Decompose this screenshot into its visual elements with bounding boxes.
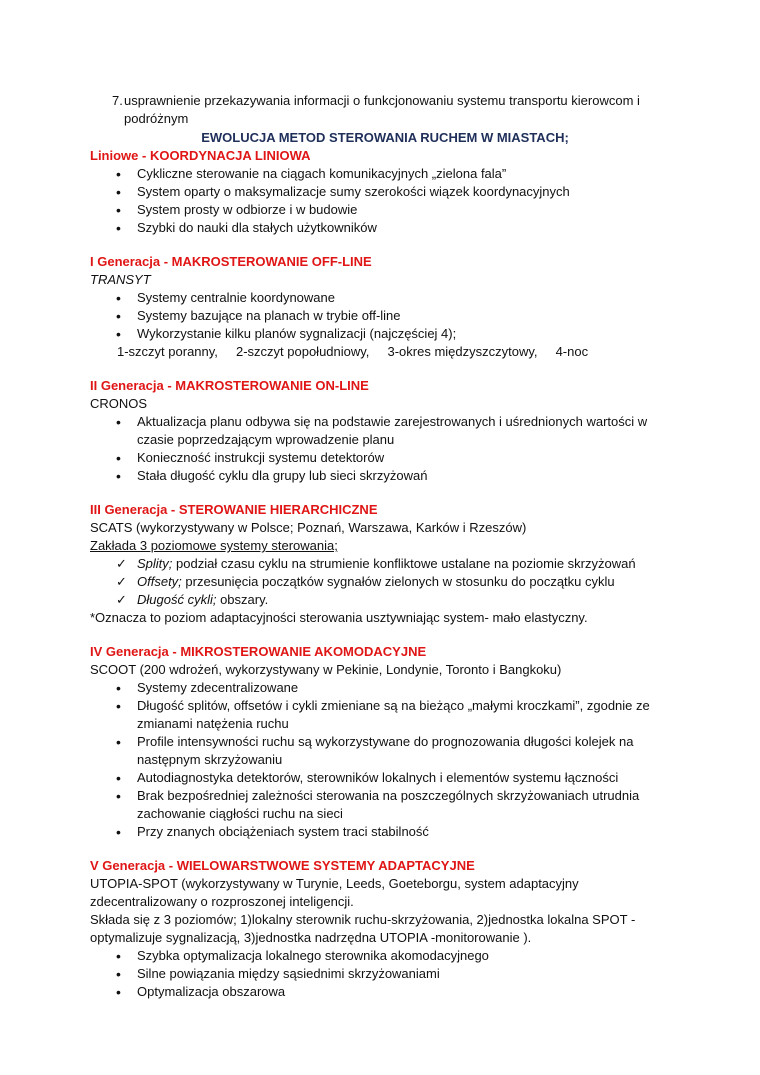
intro-item bbox=[90, 92, 680, 128]
gen2-system: CRONOS bbox=[90, 396, 148, 411]
document-title: EWOLUCJA METOD STEROWANIA RUCHEM W MIASTACH; bbox=[201, 130, 569, 145]
list-item: • Konieczność instrukcji systemu detektorów bbox=[90, 449, 680, 467]
list-item: • Wykorzystanie kilku planów sygnalizacji (najczęściej 4); bbox=[90, 325, 680, 343]
check-text: podział czasu cyklu na strumienie konfliktowe ustalane na poziomie skrzyżowań bbox=[172, 556, 636, 571]
list-item: • Systemy bazujące na planach w trybie off-line bbox=[90, 307, 680, 325]
gen4-list bbox=[90, 679, 680, 841]
list-item: • System prosty w odbiorze i w budowie bbox=[90, 201, 680, 219]
section-heading-linear: Liniowe - KOORDYNACJA LINIOWA bbox=[90, 148, 311, 163]
check-item bbox=[90, 591, 680, 609]
section-heading-gen4: IV Generacja - MIKROSTEROWANIE AKOMODACYJNE bbox=[90, 644, 427, 659]
gen1-modes bbox=[90, 343, 680, 361]
gen3-note: *Oznacza to poziom adaptacyjności sterowania usztywniając system- mało elastyczny. bbox=[90, 610, 588, 625]
check-term: Długość cykli; bbox=[137, 592, 217, 607]
check-term: Offsety; bbox=[137, 574, 182, 589]
check-text: przesunięcia początków sygnałów zielonych w stosunku do początku cyklu bbox=[181, 574, 615, 589]
mode-4: 4-noc bbox=[555, 344, 589, 359]
list-item: • System oparty o maksymalizacje sumy szerokości wiązek koordynacyjnych bbox=[90, 183, 680, 201]
list-item: • Autodiagnostyka detektorów, sterowników lokalnych i elementów systemu łączności bbox=[90, 769, 680, 787]
gen4-system: SCOOT (200 wdrożeń, wykorzystywany w Pekinie, Londynie, Toronto i Bangkoku) bbox=[90, 662, 562, 677]
document-content bbox=[90, 92, 680, 1001]
list-item: • Cykliczne sterowanie na ciągach komunikacyjnych „zielona fala” bbox=[90, 165, 680, 183]
gen5-levels: Składa się z 3 poziomów; 1)lokalny sterownik ruchu-skrzyżowania, 2)jednostka lokalna SPOT - optymalizuje sygnalizacją, 3)jednostka nadrzędna UTOPIA -monitorowanie ). bbox=[90, 912, 636, 945]
list-item: • Aktualizacja planu odbywa się na podstawie zarejestrowanych i uśrednionych wartości w czasie poprzedzającym wprowadzenie planu bbox=[90, 413, 680, 449]
linear-list bbox=[90, 165, 680, 237]
check-item bbox=[90, 555, 680, 573]
section-heading-gen5: V Generacja - WIELOWARSTWOWE SYSTEMY ADAPTACYJNE bbox=[90, 858, 475, 873]
gen2-list bbox=[90, 413, 680, 485]
list-item: • Przy znanych obciążeniach system traci stabilność bbox=[90, 823, 680, 841]
intro-text: usprawnienie przekazywania informacji o funkcjonowaniu systemu transportu kierowcom i podróżnym bbox=[124, 93, 640, 126]
list-item: • Stała długość cyklu dla grupy lub sieci skrzyżowań bbox=[90, 467, 680, 485]
list-item: • Silne powiązania między sąsiednimi skrzyżowaniami bbox=[90, 965, 680, 983]
list-item: • Brak bezpośredniej zależności sterowania na poszczególnych skrzyżowaniach utrudnia zachowanie ciągłości ruchu na sieci bbox=[90, 787, 680, 823]
gen1-list bbox=[90, 289, 680, 343]
gen5-system: UTOPIA-SPOT (wykorzystywany w Turynie, Leeds, Goeteborgu, system adaptacyjny zdecentralizowany o rozproszonej inteligencji. bbox=[90, 876, 579, 909]
check-text: obszary. bbox=[216, 592, 269, 607]
section-heading-gen3: III Generacja - STEROWANIE HIERARCHICZNE bbox=[90, 502, 378, 517]
list-item: • Szybka optymalizacja lokalnego sterownika akomodacyjnego bbox=[90, 947, 680, 965]
intro-number: 7. bbox=[112, 93, 123, 108]
gen3-levels-label: Zakłada 3 poziomowe systemy sterowania; bbox=[90, 538, 338, 553]
mode-2: 2-szczyt popołudniowy, bbox=[235, 344, 370, 359]
list-item: • Długość splitów, offsetów i cykli zmieniane są na bieżąco „małymi kroczkami”, zgodnie ze zmianami natężenia ruchu bbox=[90, 697, 680, 733]
check-item bbox=[90, 573, 680, 591]
list-item: • Szybki do nauki dla stałych użytkowników bbox=[90, 219, 680, 237]
mode-1: 1-szczyt poranny, bbox=[117, 344, 218, 359]
gen5-list bbox=[90, 947, 680, 1001]
section-heading-gen2: II Generacja - MAKROSTEROWANIE ON-LINE bbox=[90, 378, 369, 393]
list-item: • Profile intensywności ruchu są wykorzystywane do prognozowania długości kolejek na następnym skrzyżowaniu bbox=[90, 733, 680, 769]
list-item: • Systemy zdecentralizowane bbox=[90, 679, 680, 697]
list-item: • Systemy centralnie koordynowane bbox=[90, 289, 680, 307]
section-heading-gen1: I Generacja - MAKROSTEROWANIE OFF-LINE bbox=[90, 254, 372, 269]
gen1-system: TRANSYT bbox=[90, 272, 151, 287]
list-item: • Optymalizacja obszarowa bbox=[90, 983, 680, 1001]
check-term: Splity; bbox=[137, 556, 173, 571]
mode-3: 3-okres międzyszczytowy, bbox=[387, 344, 538, 359]
gen3-system: SCATS (wykorzystywany w Polsce; Poznań, Warszawa, Karków i Rzeszów) bbox=[90, 520, 527, 535]
gen3-check-list bbox=[90, 555, 680, 609]
